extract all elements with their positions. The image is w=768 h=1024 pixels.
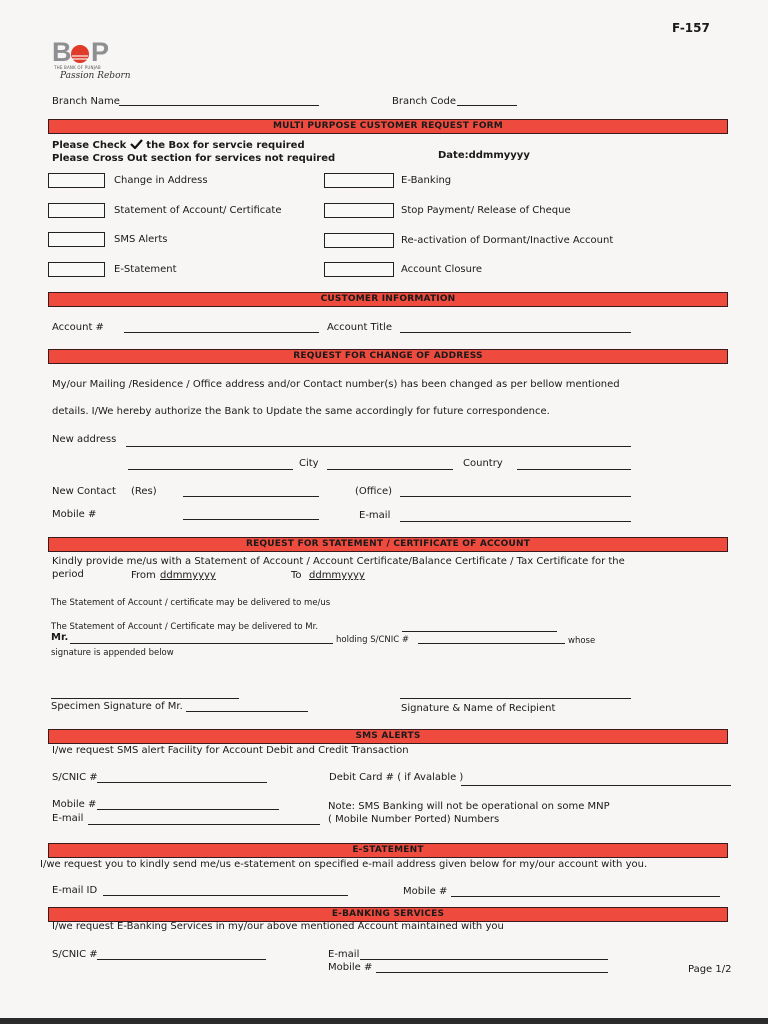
e-statement-bar: E-STATEMENT	[48, 843, 728, 858]
signature-appended-text: signature is appended below	[51, 648, 174, 658]
service-label-e-statement: E-Statement	[114, 264, 177, 275]
country-label: Country	[463, 458, 503, 469]
city-field[interactable]	[327, 469, 453, 470]
from-label: From	[131, 570, 156, 581]
service-label-e-banking: E-Banking	[401, 175, 452, 186]
checkbox-stop-payment[interactable]	[324, 203, 394, 218]
delivered-to-me-text: The Statement of Account / certificate may be delivered to me/us	[51, 598, 331, 608]
sms-cnic-label: S/CNIC #	[52, 772, 98, 783]
delivered-to-mr-text: The Statement of Account / Certificate may be delivered to Mr.	[51, 622, 319, 632]
checkbox-sms-alerts[interactable]	[48, 232, 105, 247]
account-no-field[interactable]	[124, 332, 319, 333]
account-title-field[interactable]	[400, 332, 631, 333]
account-title-label: Account Title	[327, 322, 392, 333]
email-field[interactable]	[400, 521, 631, 522]
e-statement-mobile-label: Mobile #	[403, 886, 448, 897]
recipient-signature-line[interactable]	[400, 698, 631, 699]
to-label: To	[291, 570, 302, 581]
res-phone-field[interactable]	[183, 496, 319, 497]
new-address-label: New address	[52, 434, 117, 445]
debit-card-label: Debit Card # ( if Avalable )	[329, 772, 464, 783]
from-date-field[interactable]: ddmmyyyy	[160, 570, 216, 581]
mr-name-field[interactable]	[70, 643, 333, 644]
new-contact-label: New Contact	[52, 486, 116, 497]
instruction-check-text: Please Check	[52, 140, 127, 151]
branch-name-label: Branch Name	[52, 96, 120, 107]
service-label-account-closure: Account Closure	[401, 264, 483, 275]
checkbox-account-closure[interactable]	[324, 262, 394, 277]
new-address-field[interactable]	[126, 446, 631, 447]
sms-alerts-bar: SMS ALERTS	[48, 729, 728, 744]
service-label-reactivation: Re-activation of Dormant/Inactive Account	[401, 235, 614, 246]
sms-request-text: I/we request SMS alert Facility for Account Debit and Credit Transaction	[52, 745, 409, 756]
e-statement-email-label: E-mail ID	[52, 885, 98, 896]
e-statement-email-field[interactable]	[103, 895, 348, 896]
statement-bar: REQUEST FOR STATEMENT / CERTIFICATE OF ACCOUNT	[48, 537, 728, 552]
branch-name-field[interactable]	[119, 105, 319, 106]
mr-label: Mr.	[51, 632, 69, 643]
logo-letter-p: P	[91, 37, 110, 67]
e-banking-mobile-label: Mobile #	[328, 962, 373, 973]
sms-mobile-field[interactable]	[97, 809, 279, 810]
logo-letter-b: B	[52, 37, 72, 67]
sms-cnic-field[interactable]	[97, 782, 267, 783]
instruction-cross-out: Please Cross Out section for services not required	[52, 153, 336, 164]
branch-code-field[interactable]	[457, 105, 517, 106]
delivered-to-name-field[interactable]	[402, 631, 557, 632]
sms-email-label: E-mail	[52, 813, 84, 824]
logo-bank-name: THE BANK OF PUNJAB	[54, 65, 101, 70]
instruction-check	[52, 139, 305, 152]
service-label-statement: Statement of Account/ Certificate	[114, 205, 282, 216]
sms-note-line-1: Note: SMS Banking will not be operational on some MNP	[328, 801, 610, 812]
address-line-2-field[interactable]	[128, 469, 293, 470]
e-statement-mobile-field[interactable]	[451, 896, 720, 897]
specimen-signature-label: Specimen Signature of Mr.	[51, 701, 183, 712]
customer-info-bar: CUSTOMER INFORMATION	[48, 292, 728, 307]
checkbox-e-statement[interactable]	[48, 262, 105, 277]
service-label-sms-alerts: SMS Alerts	[114, 234, 168, 245]
e-statement-request-text: I/we request you to kindly send me/us e-statement on specified e-mail address given below for my/our account with you.	[40, 859, 648, 870]
address-change-bar: REQUEST FOR CHANGE OF ADDRESS	[48, 349, 728, 364]
logo-sun-icon	[69, 43, 91, 65]
holding-cnic-label: holding S/CNIC #	[336, 635, 410, 645]
instruction-check-rest: the Box for servcie required	[146, 140, 305, 151]
e-banking-email-field[interactable]	[360, 959, 608, 960]
bop-logo	[52, 38, 132, 88]
debit-card-field[interactable]	[461, 785, 731, 786]
country-field[interactable]	[517, 469, 631, 470]
form-title-bar: MULTI PURPOSE CUSTOMER REQUEST FORM	[48, 119, 728, 134]
office-label: (Office)	[355, 486, 392, 497]
scan-bottom-edge	[0, 1018, 768, 1024]
checkbox-statement[interactable]	[48, 203, 105, 218]
address-change-para-2: details. I/We hereby authorize the Bank to Update the same accordingly for future correspondence.	[52, 406, 550, 417]
sms-email-field[interactable]	[88, 824, 320, 825]
page-number: Page 1/2	[688, 964, 732, 975]
checkbox-reactivation[interactable]	[324, 233, 394, 248]
specimen-name-field[interactable]	[186, 711, 308, 712]
recipient-signature-label: Signature & Name of Recipient	[401, 703, 556, 714]
to-date-field[interactable]: ddmmyyyy	[309, 570, 365, 581]
form-code: F-157	[672, 21, 710, 35]
checkbox-e-banking[interactable]	[324, 173, 394, 188]
service-label-change-address: Change in Address	[114, 175, 208, 186]
checkbox-change-address[interactable]	[48, 173, 105, 188]
period-label: period	[52, 569, 84, 580]
e-banking-bar: E-BANKING SERVICES	[48, 907, 728, 922]
city-label: City	[299, 458, 319, 469]
mobile-label: Mobile #	[52, 509, 97, 520]
form-date: Date:ddmmyyyy	[438, 150, 530, 161]
e-banking-email-label: E-mail	[328, 949, 360, 960]
statement-request-text: Kindly provide me/us with a Statement of Account / Account Certificate/Balance Certificate / Tax Certificate for the	[52, 556, 625, 567]
sms-mobile-label: Mobile #	[52, 799, 97, 810]
holding-cnic-field[interactable]	[418, 643, 565, 644]
e-banking-cnic-field[interactable]	[97, 959, 266, 960]
whose-label: whose	[568, 636, 596, 646]
e-banking-request-text: I/we request E-Banking Services in my/our above mentioned Account maintained with you	[52, 921, 504, 932]
specimen-signature-line[interactable]	[51, 698, 239, 699]
e-banking-cnic-label: S/CNIC #	[52, 949, 98, 960]
service-label-stop-payment: Stop Payment/ Release of Cheque	[401, 205, 571, 216]
checkmark-icon	[130, 139, 143, 149]
branch-code-label: Branch Code	[392, 96, 457, 107]
address-change-para-1: My/our Mailing /Residence / Office address and/or Contact number(s) has been changed as per bellow mentioned	[52, 379, 620, 390]
sms-note-line-2: ( Mobile Number Ported) Numbers	[328, 814, 500, 825]
mobile-field[interactable]	[183, 519, 319, 520]
logo-tagline: Passion Reborn	[60, 71, 131, 81]
account-no-label: Account #	[52, 322, 104, 333]
email-label: E-mail	[359, 510, 391, 521]
e-banking-mobile-field[interactable]	[376, 972, 608, 973]
res-label: (Res)	[131, 486, 157, 497]
office-phone-field[interactable]	[400, 496, 631, 497]
